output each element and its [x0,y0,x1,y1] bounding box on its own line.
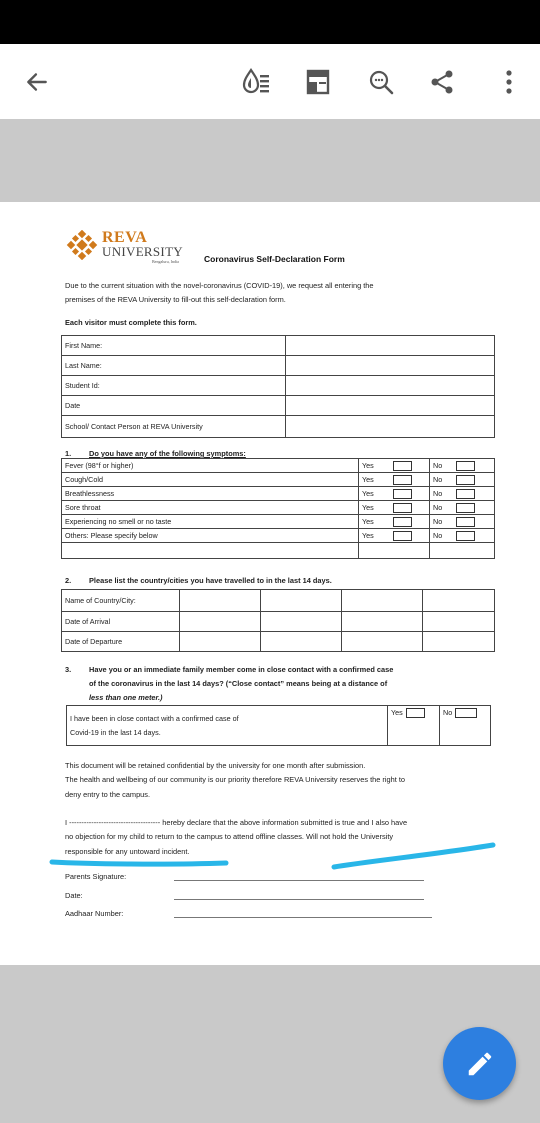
yes-label: Yes [362,530,374,540]
yes-checkbox[interactable] [406,708,425,718]
reva-emblem-icon [66,230,98,260]
school-contact-field[interactable] [286,416,495,438]
app-toolbar [0,44,540,119]
no-checkbox[interactable] [456,517,475,527]
symptom-label: Cough/Cold [62,473,359,487]
aadhaar-label: Aadhaar Number: [65,909,124,918]
retained-line-1: This document will be retained confidential by the university for one month after submission. [65,761,366,770]
travel-cell[interactable] [180,632,261,652]
yes-checkbox[interactable] [393,489,412,499]
date-field[interactable] [286,396,495,416]
share-icon[interactable] [422,62,462,102]
declaration-line-3: responsible for any untoward incident. [65,847,190,856]
date-sign-line[interactable] [174,899,424,900]
no-checkbox[interactable] [456,531,475,541]
symptoms-number: 1. [65,449,72,458]
form-title: Coronavirus Self-Declaration Form [204,254,345,264]
declaration-line-1: I ------------------------------------- hereby declare that the above information submitted is true and I also have [65,818,408,827]
contact-question-line-2: of the coronavirus in the last 14 days? (“Close contact” means being at a distance of [89,679,388,688]
date-sign-label: Date: [65,891,83,900]
search-icon[interactable] [361,62,401,102]
intro-line-1: Due to the current situation with the novel-coronavirus (COVID-19), we request all entering the [65,281,374,290]
logo-name: REVA [102,229,148,246]
symptom-label: Experiencing no smell or no taste [62,515,359,529]
yes-label: Yes [362,474,374,484]
no-checkbox[interactable] [456,503,475,513]
travel-cell[interactable] [423,612,495,632]
travel-cell[interactable] [261,612,342,632]
first-name-field[interactable] [286,336,495,356]
text-doc-icon[interactable] [298,62,338,102]
parents-signature-label: Parents Signature: [65,872,127,881]
no-label: No [433,474,443,484]
more-vert-icon[interactable] [489,62,529,102]
parents-signature-line[interactable] [174,880,424,881]
other-symptoms-field[interactable] [62,543,359,559]
contact-table [66,705,491,746]
date-arrival-label: Date of Arrival [62,612,180,632]
symptom-label: Breathlessness [62,487,359,501]
student-id-label: Student Id: [62,376,286,396]
yes-label: Yes [362,516,374,526]
retained-line-2: The health and wellbeing of our community is our priority therefore REVA University reserves the right to [65,775,405,784]
no-label: No [433,516,443,526]
last-name-field[interactable] [286,356,495,376]
yes-label: Yes [362,488,374,498]
edit-pencil-icon [465,1049,495,1079]
travel-number: 2. [65,576,72,585]
school-contact-label: School/ Contact Person at REVA University [62,416,286,438]
yes-checkbox[interactable] [393,503,412,513]
contact-statement-line-1: I have been in close contact with a confirmed case of [70,713,239,723]
no-label: No [433,530,443,540]
no-label: No [443,707,453,717]
symptom-label: Sore throat [62,501,359,515]
contact-number: 3. [65,665,72,674]
country-city-label: Name of Country/City: [62,590,180,612]
visitor-info-table [61,335,495,438]
no-label: No [433,502,443,512]
yes-label: Yes [362,502,374,512]
status-bar [0,0,540,44]
no-label: No [433,488,443,498]
yes-checkbox[interactable] [393,461,412,471]
yes-label: Yes [362,460,374,470]
reader-mode-icon[interactable] [236,62,276,102]
date-label: Date [62,396,286,416]
symptom-label: Fever (98°f or higher) [62,459,359,473]
yes-checkbox[interactable] [393,475,412,485]
travel-cell[interactable] [342,590,423,612]
travel-cell[interactable] [423,590,495,612]
no-label: No [433,460,443,470]
logo-university: UNIVERSITY [102,244,183,259]
page-gap [0,119,540,202]
first-name-label: First Name: [62,336,286,356]
travel-cell[interactable] [423,632,495,652]
yes-label: Yes [391,707,403,717]
contact-question-line-3: less than one meter.) [89,693,163,702]
travel-cell[interactable] [261,590,342,612]
no-checkbox[interactable] [456,489,475,499]
contact-statement [67,706,388,746]
last-name-label: Last Name: [62,356,286,376]
contact-question-line-1: Have you or an immediate family member come in close contact with a confirmed case [89,665,394,674]
travel-cell[interactable] [342,612,423,632]
symptom-label: Others: Please specify below [62,529,359,543]
travel-cell[interactable] [180,612,261,632]
symptoms-heading: Do you have any of the following symptoms: [89,449,246,458]
yes-checkbox[interactable] [393,531,412,541]
symptoms-table [61,458,495,559]
edit-fab-button[interactable] [443,1027,516,1100]
no-checkbox[interactable] [455,708,477,718]
date-departure-label: Date of Departure [62,632,180,652]
no-checkbox[interactable] [456,475,475,485]
travel-table [61,589,495,652]
yes-checkbox[interactable] [393,517,412,527]
each-visitor-note: Each visitor must complete this form. [65,318,197,327]
back-arrow-icon[interactable] [17,62,57,102]
reva-logo [66,226,206,266]
highlight-strokes [48,838,498,874]
intro-line-2: premises of the REVA University to fill-out this self-declaration form. [65,295,286,304]
aadhaar-line[interactable] [174,917,432,918]
travel-cell[interactable] [180,590,261,612]
retained-line-3: deny entry to the campus. [65,790,151,799]
travel-cell[interactable] [342,632,423,652]
travel-cell[interactable] [261,632,342,652]
student-id-field[interactable] [286,376,495,396]
contact-statement-line-2: Covid-19 in the last 14 days. [70,727,161,737]
travel-heading: Please list the country/cities you have travelled to in the last 14 days. [89,576,332,585]
declaration-line-2: no objection for my child to return to the campus to attend offline classes. Will not hold the University [65,832,394,841]
logo-location: Bengaluru, India [152,259,179,264]
no-checkbox[interactable] [456,461,475,471]
